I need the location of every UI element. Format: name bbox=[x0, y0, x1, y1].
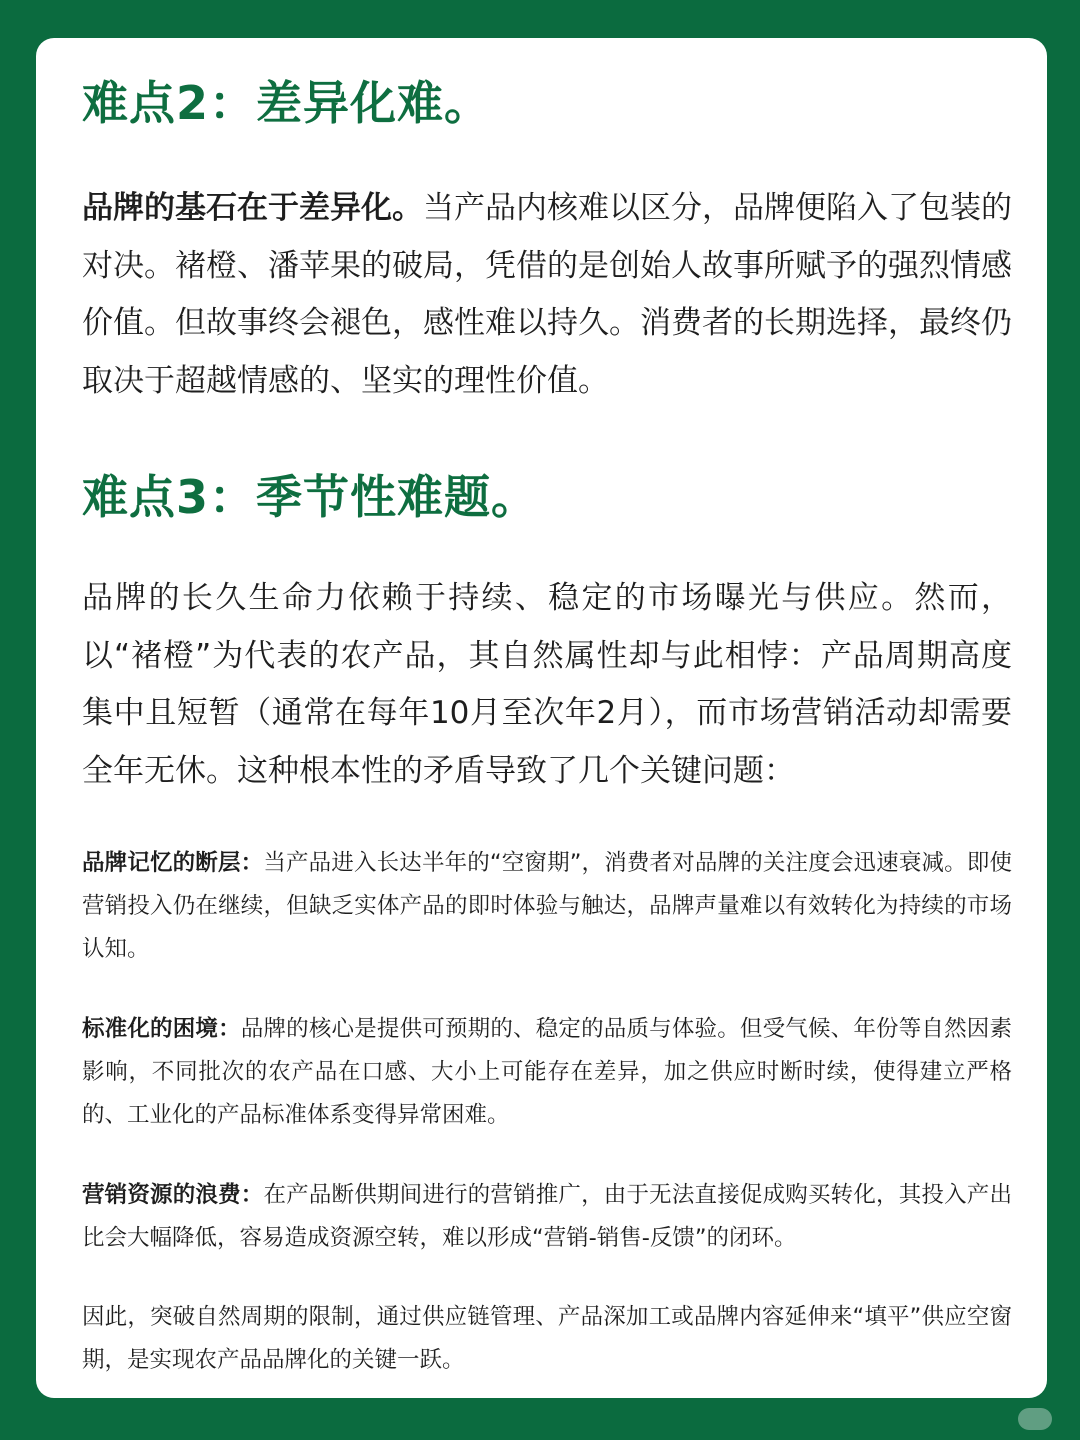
article-content bbox=[82, 72, 1012, 1382]
point-label: 营销资源的浪费： bbox=[82, 1182, 264, 1208]
section2-lead: 品牌的基石在于差异化。 bbox=[82, 190, 423, 226]
point-label: 标准化的困境： bbox=[82, 1016, 241, 1042]
section3-intro: 品牌的长久生命力依赖于持续、稳定的市场曝光与供应。然而，以“褚橙”为代表的农产品，其自然属性却与此相悖：产品周期高度集中且短暂（通常在每年10月至次年2月），而市场营销活动却需要全年无休。这种根本性的矛盾导致了几个关键问题： bbox=[82, 580, 1012, 789]
section3-title: 难点3：季节性难题。 bbox=[82, 470, 539, 524]
section2-title: 难点2：差异化难。 bbox=[82, 76, 492, 130]
watermark-badge bbox=[1018, 1408, 1052, 1430]
section2-body: 当产品内核难以区分，品牌便陷入了包装的对决。褚橙、潘苹果的破局，凭借的是创始人故事所赋予的强烈情感价值。但故事终会褪色，感性难以持久。消费者的长期选择，最终仍取决于超越情感的、坚实的理性价值。 bbox=[82, 190, 1012, 399]
point-brand-memory bbox=[82, 842, 1012, 971]
content-card bbox=[36, 38, 1047, 1398]
point-marketing-waste bbox=[82, 1174, 1012, 1260]
point-standardization bbox=[82, 1008, 1012, 1137]
point-text: 在产品断供期间进行的营销推广，由于无法直接促成购买转化，其投入产出比会大幅降低，容易造成资源空转，难以形成“营销-销售-反馈”的闭环。 bbox=[82, 1182, 1012, 1251]
point-label: 品牌记忆的断层： bbox=[82, 850, 264, 876]
section2-paragraph bbox=[82, 180, 1012, 410]
conclusion-paragraph: 因此，突破自然周期的限制，通过供应链管理、产品深加工或品牌内容延伸来“填平”供应空窗期，是实现农产品品牌化的关键一跃。 bbox=[82, 1304, 1012, 1373]
point-text: 当产品进入长达半年的“空窗期”，消费者对品牌的关注度会迅速衰减。即使营销投入仍在继续，但缺乏实体产品的即时体验与触达，品牌声量难以有效转化为持续的市场认知。 bbox=[82, 850, 1012, 962]
point-text: 品牌的核心是提供可预期的、稳定的品质与体验。但受气候、年份等自然因素影响，不同批次的农产品在口感、大小上可能存在差异，加之供应时断时续，使得建立严格的、工业化的产品标准体系变得异常困难。 bbox=[82, 1016, 1012, 1128]
